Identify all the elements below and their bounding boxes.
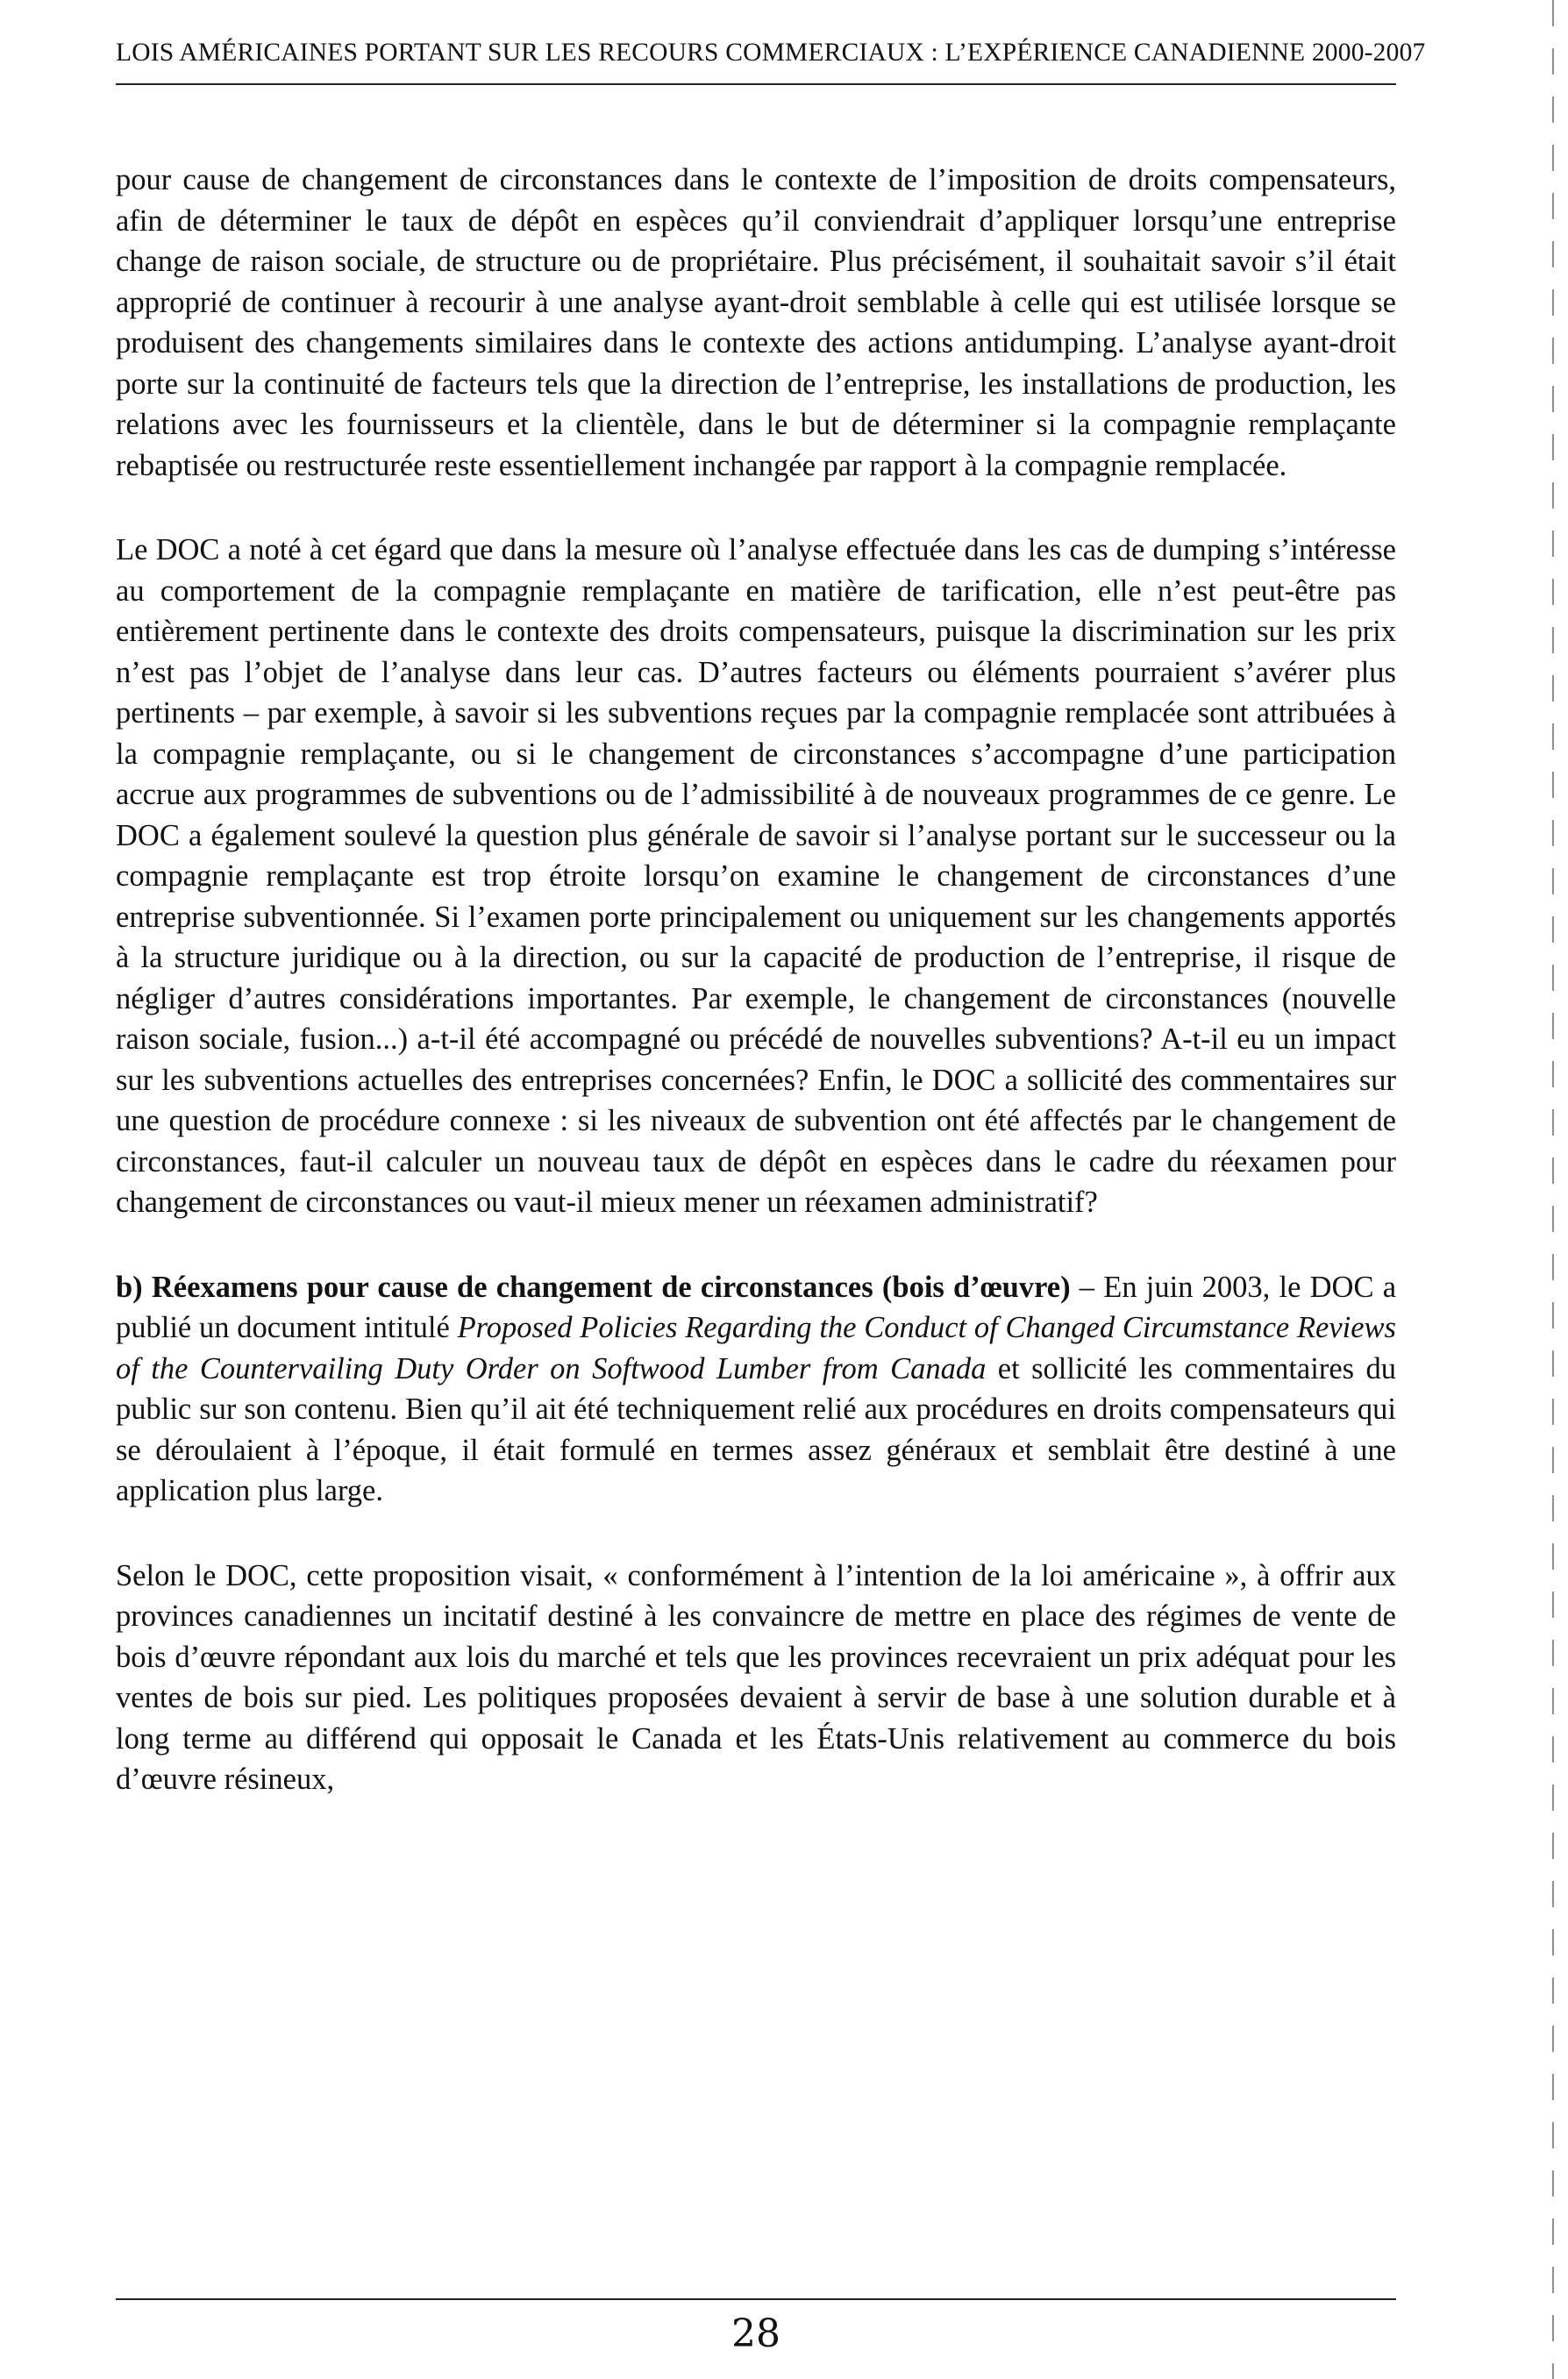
paragraph-4: Selon le DOC, cette proposition visait, « conformément à l’intention de la loi américaine », à offrir aux provinces canadiennes un incitatif destiné à les convaincre de mettre en place des régimes de vente de bois d’œuvre répondant aux lois du marché et tels que les provinces recevraient un prix adéquat pour les ventes de bois sur pied. Les politiques proposées devaient à servir de base à une solution durable et à long terme au différend qui opposait le Canada et les États-Unis relativement au commerce du bois d’œuvre résineux, [116, 1558, 1396, 1796]
paragraph-1: pour cause de changement de circonstances dans le contexte de l’imposition de droits compensateurs, afin de déterminer le taux de dépôt en espèces qu’il conviendrait d’appliquer lorsqu’une entreprise change de raison sociale, de structure ou de propriétaire. Plus précisément, il souhaitait savoir s’il était approprié de continuer à recourir à une analyse ayant-droit semblable à celle qui est utilisée lorsque se produisent des changements similaires dans le contexte des actions antidumping. L’analyse ayant-droit porte sur la continuité de facteurs tels que la direction de l’entreprise, les installations de production, les relations avec les fournisseurs et la clientèle, dans le but de déterminer si la compagnie remplaçante rebaptisée ou restructurée reste essentiellement inchangée par rapport à la compagnie remplacée. [116, 163, 1396, 482]
footer-rule [116, 2298, 1396, 2300]
scan-edge-line [1552, 0, 1554, 2379]
paragraph-3-text-a: – En juin 2003, le DOC a publié un document intitulé [116, 1270, 1397, 1344]
page-number: 28 [731, 2311, 780, 2356]
paragraph-3 [116, 1267, 1396, 1512]
cited-document-title: Proposed Policies Regarding the Conduct of Changed Circumstance Reviews of the Countervailing Duty Order on Softwood Lumber from Canada [116, 1311, 1396, 1385]
running-header: LOIS AMÉRICAINES PORTANT SUR LES RECOURS COMMERCIAUX : L’EXPÉRIENCE CANADIENNE 2000-2007 [116, 39, 1426, 67]
header-rule [116, 83, 1396, 85]
section-heading-b: b) Réexamens pour cause de changement de circonstances (bois d’œuvre) [116, 1270, 1071, 1304]
paragraph-2: Le DOC a noté à cet égard que dans la mesure où l’analyse effectuée dans les cas de dumping s’intéresse au comportement de la compagnie remplaçante en matière de tarification, elle n’est peut-être pas entièrement pertinente dans le contexte des droits compensateurs, puisque la discrimination sur les prix n’est pas l’objet de l’analyse dans leur cas. D’autres facteurs ou éléments pourraient s’avérer plus pertinents – par exemple, à savoir si les subventions reçues par la compagnie remplacée sont attribuées à la compagnie remplaçante, ou si le changement de circonstances s’accompagne d’une participation accrue aux programmes de subventions ou de l’admissibilité à de nouveaux programmes de ce genre. Le DOC a également soulevé la question plus générale de savoir si l’analyse portant sur le successeur ou la compagnie remplaçante est trop étroite lorsqu’on examine le changement de circonstances d’une entreprise subventionnée. Si l’examen porte principalement ou uniquement sur les changements apportés à la structure juridique ou à la direction, ou sur la capacité de production de l’entreprise, il risque de négliger d’autres considérations importantes. Par exemple, le changement de circonstances (nouvelle raison sociale, fusion...) a-t-il été accompagné ou précédé de nouvelles subventions? A-t-il eu un impact sur les subventions actuelles des entreprises concernées? Enfin, le DOC a sollicité des commentaires sur une question de procédure connexe : si les niveaux de subvention ont été affectés par le changement de circonstances, faut-il calculer un nouveau taux de dépôt en espèces dans le cadre du réexamen pour changement de circonstances ou vaut-il mieux mener un réexamen administratif? [116, 533, 1396, 1219]
paragraph-3-text-b: et sollicité les commentaires du public sur son contenu. Bien qu’il ait été techniquement relié aux procédures en droits compensateurs qui se déroulaient à l’époque, il était formulé en termes assez généraux et semblait être destiné à une application plus large. [116, 1351, 1396, 1507]
body-text [116, 160, 1396, 1844]
